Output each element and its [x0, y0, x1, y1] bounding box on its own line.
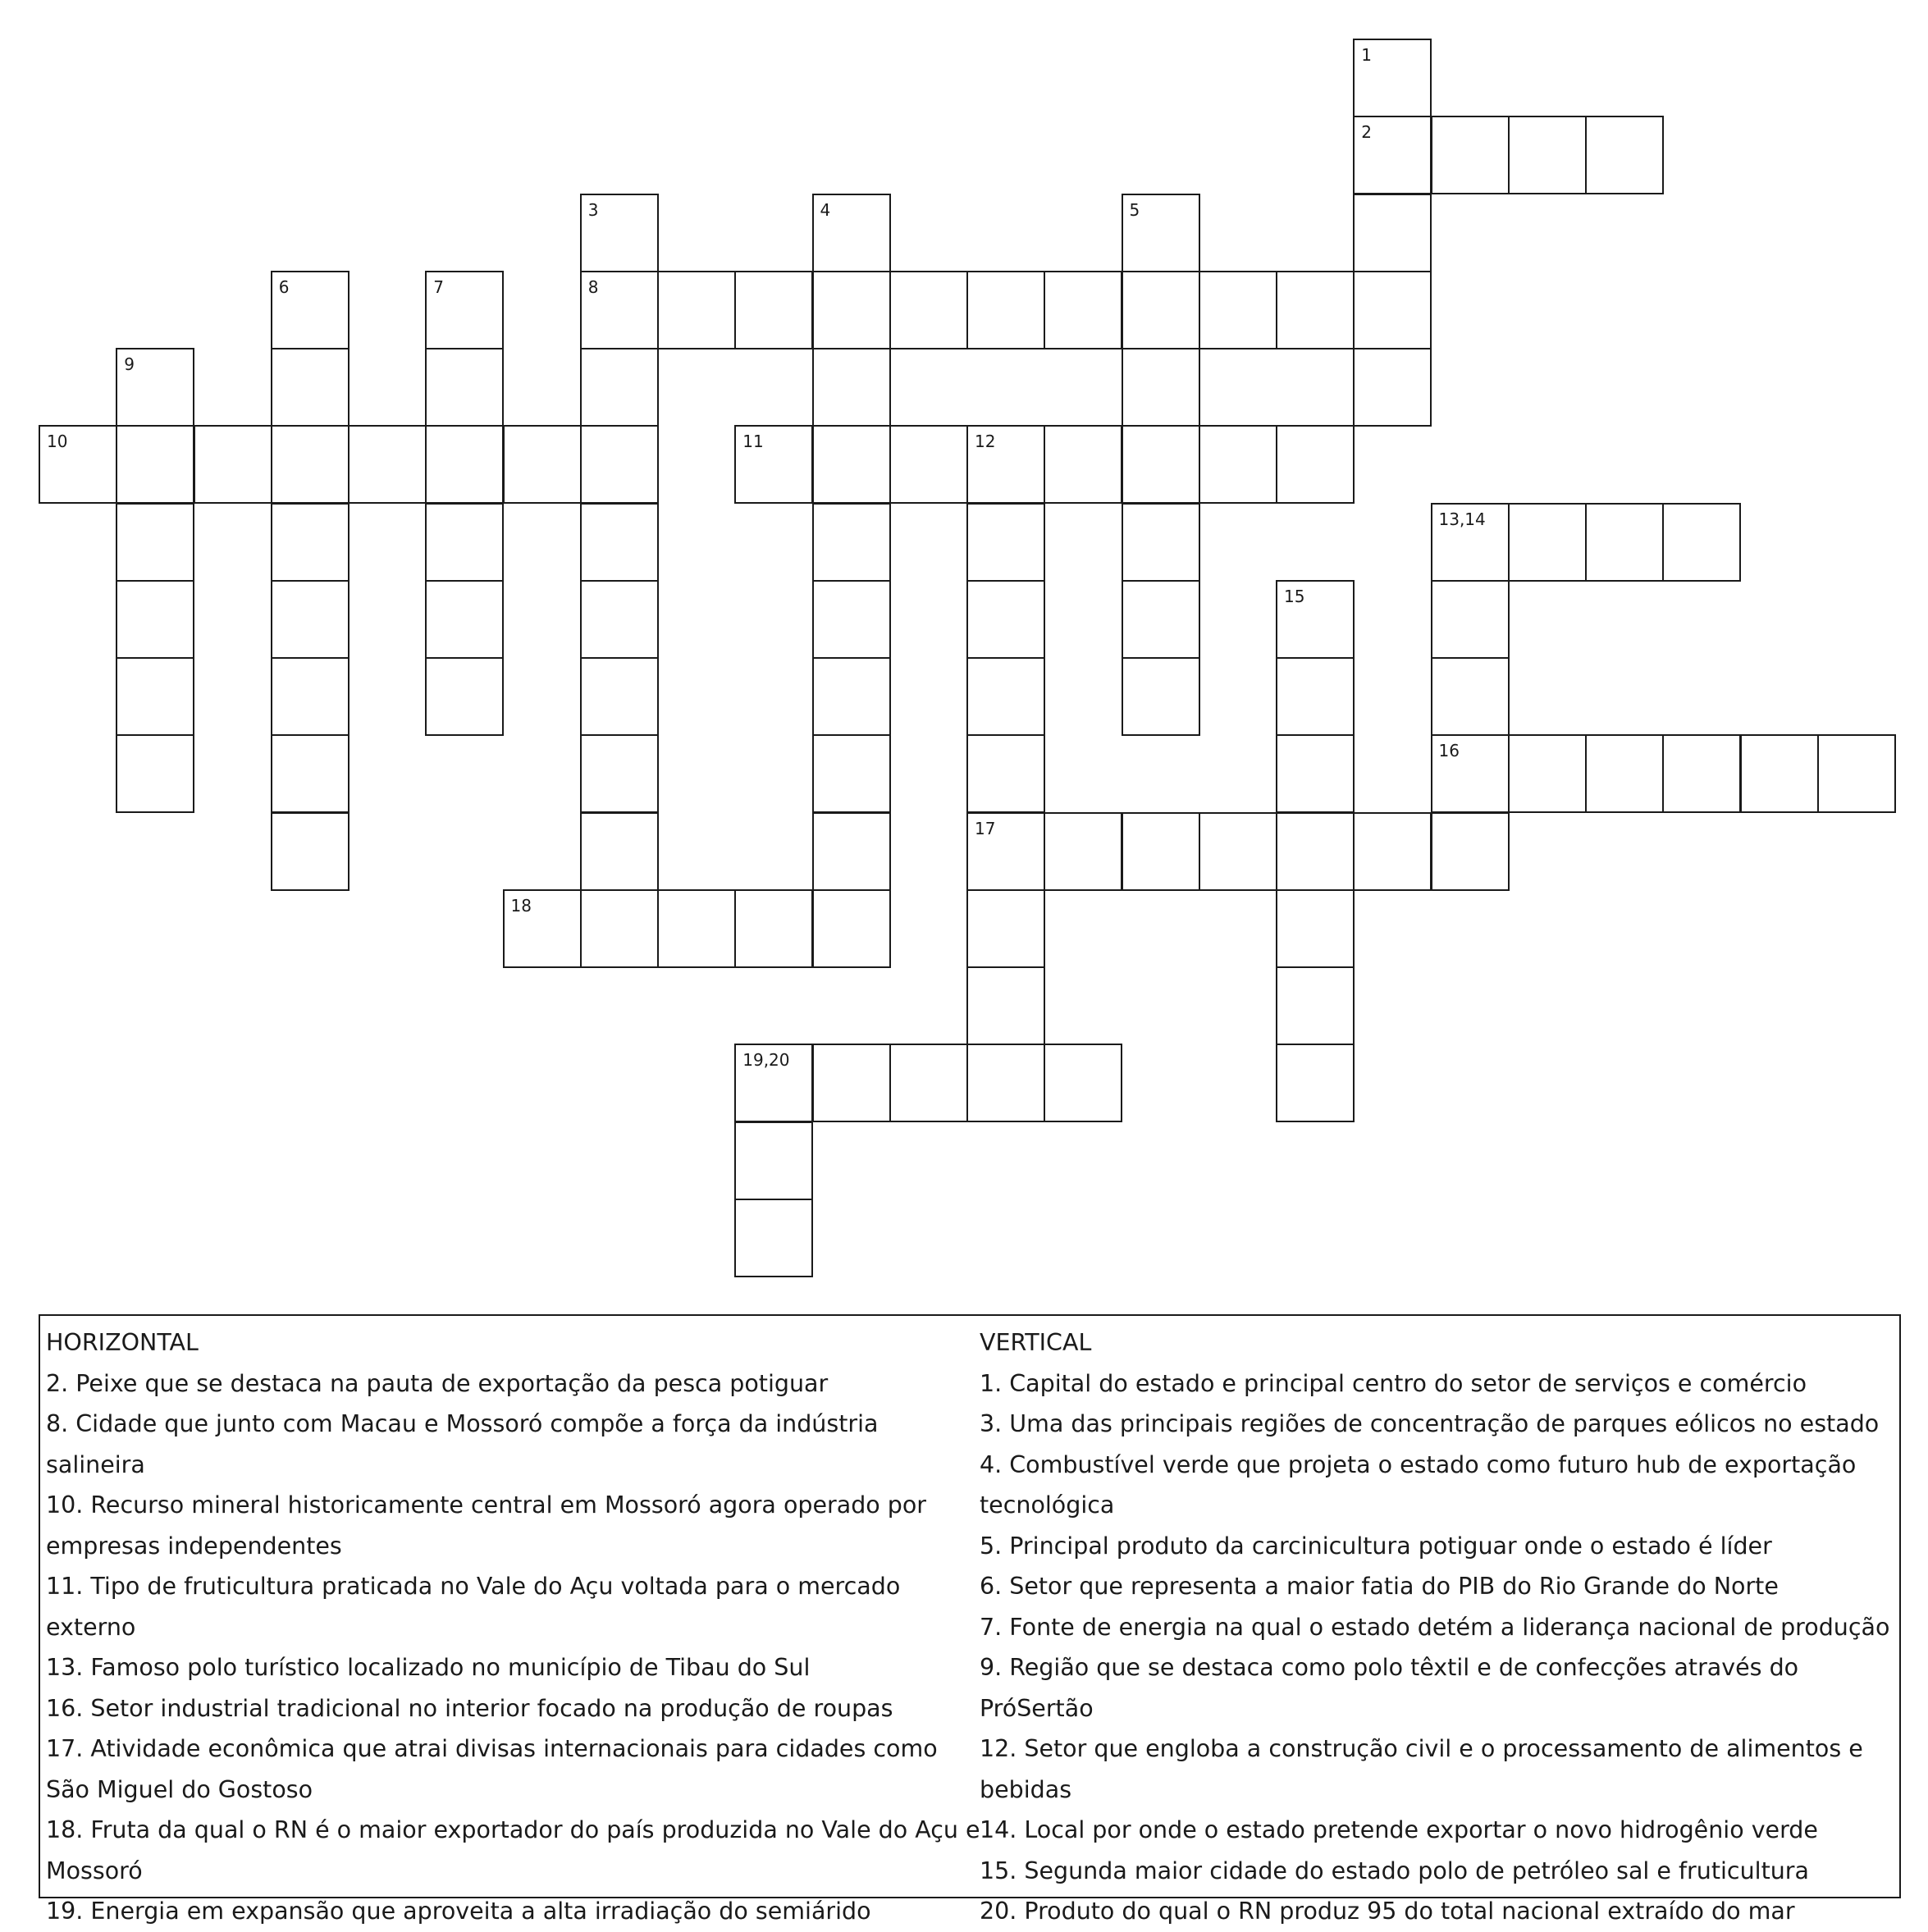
grid-cell-r10-c17[interactable] — [1353, 812, 1432, 891]
grid-cell-r6-c19[interactable] — [1508, 503, 1587, 582]
grid-cell-r13-c11[interactable] — [889, 1044, 968, 1122]
grid-cell-r11-c10[interactable] — [812, 889, 891, 968]
grid-cell-r5-c15[interactable] — [1199, 425, 1277, 504]
grid-cell-r5-c7[interactable] — [580, 425, 659, 504]
grid-cell-r7-c10[interactable] — [812, 580, 891, 659]
grid-cell-r7-c18[interactable] — [1431, 580, 1510, 659]
grid-cell-r13-c13[interactable] — [1044, 1044, 1122, 1122]
grid-cell-r3-c16[interactable] — [1276, 271, 1355, 349]
grid-cell-r6-c10[interactable] — [812, 503, 891, 582]
grid-cell-r3-c15[interactable] — [1199, 271, 1277, 349]
grid-cell-r7-c5[interactable] — [425, 580, 504, 659]
cell-number: 17 — [975, 818, 996, 838]
clue-h-19: 19. Energia em expansão que aproveita a alta irradiação do semiárido — [46, 1898, 871, 1925]
grid-cell-r6-c1[interactable] — [116, 503, 194, 582]
grid-cell-r11-c9[interactable] — [734, 889, 813, 968]
grid-cell-r7-c12[interactable] — [966, 580, 1045, 659]
cell-number: 16 — [1438, 741, 1460, 761]
vertical-clues — [980, 1322, 1898, 1932]
cell-number: 12 — [975, 432, 996, 452]
grid-cell-r13-c12[interactable] — [966, 1044, 1045, 1122]
grid-cell-r1-c17[interactable] — [1353, 116, 1432, 194]
grid-cell-r5-c1[interactable] — [116, 425, 194, 504]
clue-v-5: 5. Principal produto da carcinicultura potiguar onde o estado é líder — [980, 1532, 1772, 1560]
cell-number: 9 — [124, 354, 135, 374]
clue-h-11: 11. Tipo de fruticultura praticada no Vale do Açu voltada para o mercado externo — [46, 1573, 901, 1641]
grid-cell-r3-c8[interactable] — [657, 271, 736, 349]
grid-cell-r11-c6[interactable] — [503, 889, 582, 968]
grid-cell-r3-c13[interactable] — [1044, 271, 1122, 349]
grid-cell-r6-c21[interactable] — [1662, 503, 1741, 582]
horizontal-heading: HORIZONTAL — [46, 1329, 199, 1356]
grid-cell-r4-c3[interactable] — [271, 348, 350, 427]
grid-cell-r9-c19[interactable] — [1508, 734, 1587, 813]
cell-number: 5 — [1129, 199, 1140, 220]
grid-cell-r3-c9[interactable] — [734, 271, 813, 349]
grid-cell-r10-c16[interactable] — [1276, 812, 1355, 891]
grid-cell-r5-c0[interactable] — [39, 425, 117, 504]
grid-cell-r5-c11[interactable] — [889, 425, 968, 504]
cell-number: 4 — [820, 199, 831, 220]
grid-cell-r9-c21[interactable] — [1662, 734, 1741, 813]
grid-cell-r3-c17[interactable] — [1353, 271, 1432, 349]
grid-cell-r8-c3[interactable] — [271, 657, 350, 736]
grid-cell-r11-c16[interactable] — [1276, 889, 1355, 968]
grid-cell-r2-c7[interactable] — [580, 194, 659, 272]
grid-cell-r9-c3[interactable] — [271, 734, 350, 813]
clues-box — [39, 1314, 1901, 1925]
grid-cell-r10-c14[interactable] — [1122, 812, 1200, 891]
grid-cell-r9-c18[interactable] — [1431, 734, 1510, 813]
clue-h-16: 16. Setor industrial tradicional no interior focado na produção de roupas — [46, 1694, 893, 1722]
grid-cell-r4-c17[interactable] — [1353, 348, 1432, 427]
vertical-heading: VERTICAL — [980, 1329, 1092, 1356]
grid-cell-r5-c6[interactable] — [503, 425, 582, 504]
grid-cell-r5-c9[interactable] — [734, 425, 813, 504]
clue-v-9: 9. Região que se destaca como polo têxtil e de confecções através do PróSertão — [980, 1654, 1799, 1722]
cell-number: 2 — [1361, 122, 1372, 143]
grid-cell-r4-c7[interactable] — [580, 348, 659, 427]
grid-cell-r9-c20[interactable] — [1585, 734, 1664, 813]
clue-h-8: 8. Cidade que junto com Macau e Mossoró compõe a força da indústria salineira — [46, 1410, 879, 1478]
grid-cell-r7-c1[interactable] — [116, 580, 194, 659]
cell-number: 13,14 — [1438, 509, 1486, 529]
grid-cell-r5-c12[interactable] — [966, 425, 1045, 504]
grid-cell-r3-c14[interactable] — [1122, 271, 1200, 349]
grid-cell-r2-c17[interactable] — [1353, 194, 1432, 272]
cell-number: 10 — [47, 432, 68, 452]
grid-cell-r7-c7[interactable] — [580, 580, 659, 659]
grid-cell-r6-c18[interactable] — [1431, 503, 1510, 582]
cell-number: 6 — [278, 276, 290, 297]
clue-v-1: 1. Capital do estado e principal centro do setor de serviços e comércio — [980, 1369, 1807, 1397]
grid-cell-r1-c20[interactable] — [1585, 116, 1664, 194]
grid-cell-r6-c12[interactable] — [966, 503, 1045, 582]
grid-cell-r5-c13[interactable] — [1044, 425, 1122, 504]
clue-v-6: 6. Setor que representa a maior fatia do PIB do Rio Grande do Norte — [980, 1573, 1779, 1600]
grid-cell-r3-c3[interactable] — [271, 271, 350, 349]
grid-cell-r10-c13[interactable] — [1044, 812, 1122, 891]
grid-cell-r6-c20[interactable] — [1585, 503, 1664, 582]
grid-cell-r9-c23[interactable] — [1817, 734, 1896, 813]
grid-cell-r6-c7[interactable] — [580, 503, 659, 582]
grid-cell-r5-c4[interactable] — [348, 425, 427, 504]
cell-number: 8 — [587, 276, 599, 297]
cell-number: 19,20 — [742, 1050, 790, 1071]
grid-cell-r3-c10[interactable] — [812, 271, 891, 349]
grid-cell-r7-c14[interactable] — [1122, 580, 1200, 659]
grid-cell-r8-c1[interactable] — [116, 657, 194, 736]
grid-cell-r3-c11[interactable] — [889, 271, 968, 349]
grid-cell-r13-c10[interactable] — [812, 1044, 891, 1122]
clue-v-15: 15. Segunda maior cidade do estado polo de petróleo sal e fruticultura — [980, 1857, 1809, 1884]
cell-number: 15 — [1284, 586, 1305, 606]
grid-cell-r10-c18[interactable] — [1431, 812, 1510, 891]
grid-cell-r3-c5[interactable] — [425, 271, 504, 349]
clue-v-4: 4. Combustível verde que projeta o estado como futuro hub de exportação tecnológica — [980, 1450, 1857, 1519]
grid-cell-r11-c7[interactable] — [580, 889, 659, 968]
clue-h-17: 17. Atividade econômica que atrai divisas internacionais para cidades como São Miguel do Gostoso — [46, 1735, 938, 1803]
grid-cell-r2-c10[interactable] — [812, 194, 891, 272]
cell-number: 7 — [433, 276, 444, 297]
grid-cell-r6-c5[interactable] — [425, 503, 504, 582]
grid-cell-r3-c12[interactable] — [966, 271, 1045, 349]
clue-v-14: 14. Local por onde o estado pretende exportar o novo hidrogênio verde — [980, 1816, 1818, 1843]
grid-cell-r10-c7[interactable] — [580, 812, 659, 891]
grid-cell-r13-c9[interactable] — [734, 1044, 813, 1122]
grid-cell-r9-c22[interactable] — [1740, 734, 1819, 813]
clue-h-10: 10. Recurso mineral historicamente central em Mossoró agora operado por empresas independentes — [46, 1491, 927, 1560]
clue-v-3: 3. Uma das principais regiões de concentração de parques eólicos no estado — [980, 1410, 1880, 1437]
grid-cell-r10-c10[interactable] — [812, 812, 891, 891]
grid-cell-r8-c5[interactable] — [425, 657, 504, 736]
horizontal-clues — [46, 1322, 981, 1932]
cell-number: 11 — [742, 432, 764, 452]
grid-cell-r9-c12[interactable] — [966, 734, 1045, 813]
grid-cell-r5-c5[interactable] — [425, 425, 504, 504]
grid-cell-r15-c9[interactable] — [734, 1199, 813, 1277]
grid-cell-r7-c16[interactable] — [1276, 580, 1355, 659]
grid-cell-r5-c3[interactable] — [271, 425, 350, 504]
grid-cell-r13-c16[interactable] — [1276, 1044, 1355, 1122]
cell-number: 18 — [510, 895, 532, 916]
grid-cell-r4-c1[interactable] — [116, 348, 194, 427]
grid-cell-r4-c5[interactable] — [425, 348, 504, 427]
grid-cell-r9-c1[interactable] — [116, 734, 194, 813]
grid-cell-r6-c14[interactable] — [1122, 503, 1200, 582]
grid-cell-r8-c18[interactable] — [1431, 657, 1510, 736]
grid-cell-r12-c12[interactable] — [966, 966, 1045, 1045]
grid-cell-r5-c10[interactable] — [812, 425, 891, 504]
grid-cell-r2-c14[interactable] — [1122, 194, 1200, 272]
grid-cell-r10-c3[interactable] — [271, 812, 350, 891]
grid-cell-r8-c12[interactable] — [966, 657, 1045, 736]
grid-cell-r9-c7[interactable] — [580, 734, 659, 813]
clue-h-18: 18. Fruta da qual o RN é o maior exportador do país produzida no Vale do Açu e Mossoró — [46, 1816, 980, 1884]
grid-cell-r9-c16[interactable] — [1276, 734, 1355, 813]
grid-cell-r3-c7[interactable] — [580, 271, 659, 349]
grid-cell-r1-c19[interactable] — [1508, 116, 1587, 194]
grid-cell-r5-c14[interactable] — [1122, 425, 1200, 504]
grid-cell-r10-c15[interactable] — [1199, 812, 1277, 891]
grid-cell-r5-c16[interactable] — [1276, 425, 1355, 504]
grid-cell-r10-c12[interactable] — [966, 812, 1045, 891]
grid-cell-r11-c8[interactable] — [657, 889, 736, 968]
cell-number: 3 — [587, 199, 599, 220]
grid-cell-r14-c9[interactable] — [734, 1121, 813, 1200]
grid-cell-r6-c3[interactable] — [271, 503, 350, 582]
grid-cell-r11-c12[interactable] — [966, 889, 1045, 968]
grid-cell-r0-c17[interactable] — [1353, 39, 1432, 117]
grid-cell-r5-c2[interactable] — [194, 425, 272, 504]
grid-cell-r8-c10[interactable] — [812, 657, 891, 736]
clue-h-13: 13. Famoso polo turístico localizado no município de Tibau do Sul — [46, 1654, 811, 1681]
grid-cell-r4-c10[interactable] — [812, 348, 891, 427]
clue-v-20: 20. Produto do qual o RN produz 95 do total nacional extraído do mar — [980, 1898, 1795, 1925]
grid-cell-r7-c3[interactable] — [271, 580, 350, 659]
grid-cell-r9-c10[interactable] — [812, 734, 891, 813]
cell-number: 1 — [1361, 45, 1372, 65]
grid-cell-r8-c14[interactable] — [1122, 657, 1200, 736]
clue-v-12: 12. Setor que engloba a construção civil e o processamento de alimentos e bebidas — [980, 1735, 1863, 1803]
grid-cell-r4-c14[interactable] — [1122, 348, 1200, 427]
grid-cell-r8-c16[interactable] — [1276, 657, 1355, 736]
clue-h-2: 2. Peixe que se destaca na pauta de exportação da pesca potiguar — [46, 1369, 829, 1397]
grid-cell-r8-c7[interactable] — [580, 657, 659, 736]
grid-cell-r12-c16[interactable] — [1276, 966, 1355, 1045]
clue-v-7: 7. Fonte de energia na qual o estado detém a liderança nacional de produção — [980, 1613, 1890, 1641]
grid-cell-r1-c18[interactable] — [1431, 116, 1510, 194]
